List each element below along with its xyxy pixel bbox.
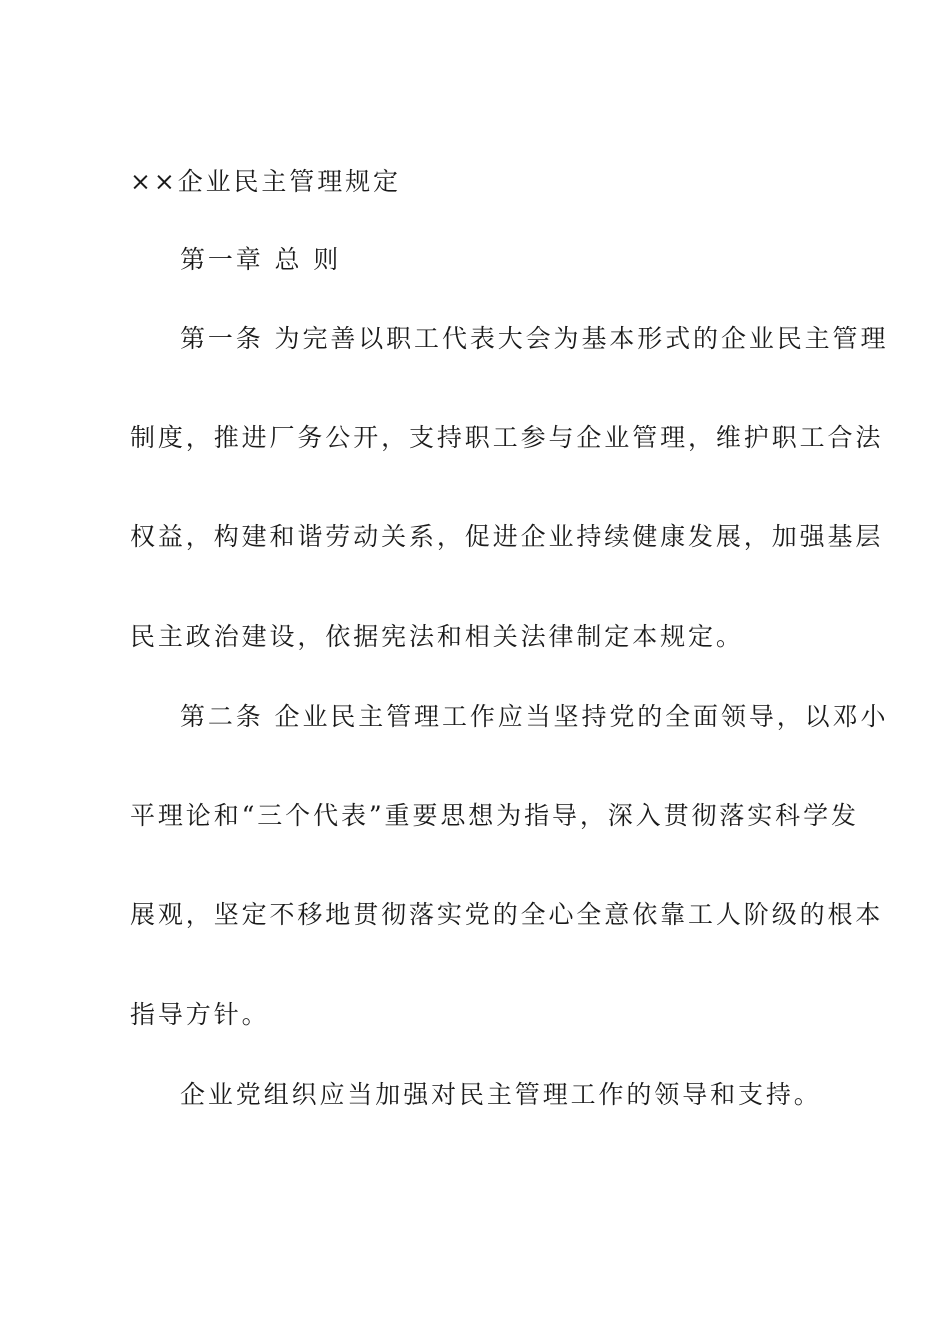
article-2-line-3: 展观，坚定不移地贯彻落实党的全心全意依靠工人阶级的根本 <box>130 900 884 929</box>
article-1-line-1: 第一条 为完善以职工代表大会为基本形式的企业民主管理 <box>180 324 889 353</box>
article-1-line-3: 权益，构建和谐劳动关系，促进企业持续健康发展，加强基层 <box>130 522 884 551</box>
party-support-paragraph: 企业党组织应当加强对民主管理工作的领导和支持。 <box>180 1080 822 1109</box>
article-1-line-4: 民主政治建设，依据宪法和相关法律制定本规定。 <box>130 622 744 651</box>
article-1-line-2: 制度，推进厂务公开，支持职工参与企业管理，维护职工合法 <box>130 423 884 452</box>
article-2-line-4: 指导方针。 <box>130 1000 270 1029</box>
document-title: ××企业民主管理规定 <box>130 167 401 196</box>
article-2-line-1: 第二条 企业民主管理工作应当坚持党的全面领导，以邓小 <box>180 702 889 731</box>
chapter-heading: 第一章 总 则 <box>180 245 342 274</box>
article-2-line-2: 平理论和“三个代表”重要思想为指导，深入贯彻落实科学发 <box>130 801 859 830</box>
